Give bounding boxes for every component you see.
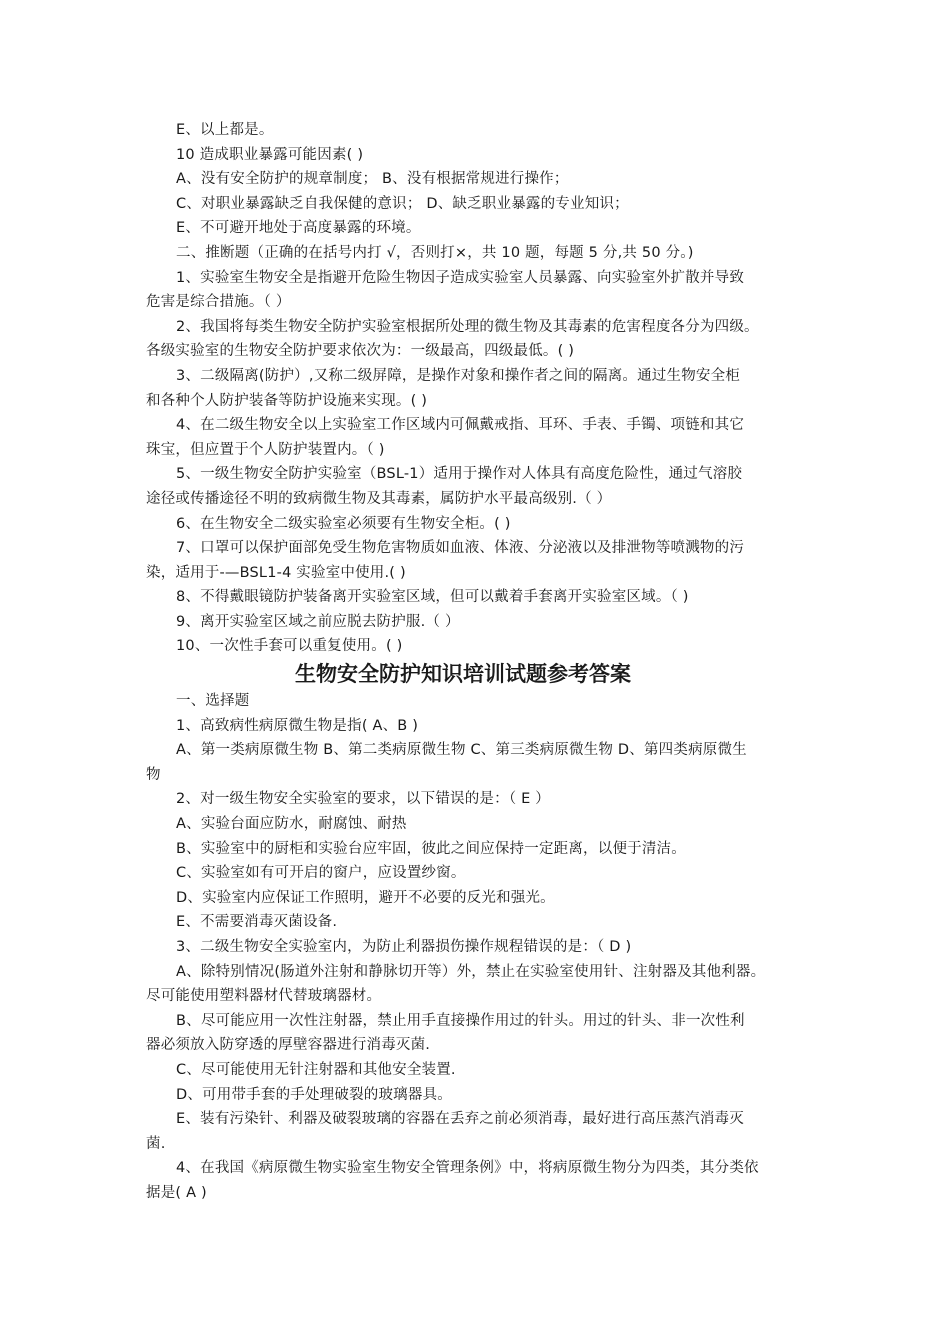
judgement-item-continuation: 珠宝，但应置于个人防护装置内。（ ) bbox=[146, 441, 385, 458]
answer-line: B、尽可能应用一次性注射器，禁止用手直接操作用过的针头。用过的针头、非一次性利 bbox=[176, 1012, 745, 1029]
question-10-options-ab: A、没有安全防护的规章制度； B、没有根据常规进行操作； bbox=[176, 171, 569, 188]
answer-line: A、实验台面应防水，耐腐蚀、耐热 bbox=[176, 816, 407, 833]
answer-line: D、可用带手套的手处理破裂的玻璃器具。 bbox=[176, 1086, 452, 1103]
judgement-item-continuation: 危害是综合措施。（ ） bbox=[146, 294, 291, 311]
answer-key-title: 生物安全防护知识培训试题参考答案 bbox=[295, 662, 631, 687]
judgement-item bbox=[146, 512, 810, 537]
answer-line: 3、二级生物安全实验室内，为防止利器损伤操作规程错误的是：（ D ) bbox=[176, 939, 632, 955]
answer-section-heading: 一、选择题 bbox=[176, 693, 250, 710]
judgement-item bbox=[146, 585, 810, 610]
judgement-item-line: 9、离开实验室区域之前应脱去防护服.（ ） bbox=[176, 613, 460, 630]
answer-line: A、第一类病原微生物 B、第二类病原微生物 C、第三类病原微生物 D、第四类病原微生 bbox=[176, 742, 747, 759]
answer-line-continuation: 器必须放入防穿透的厚壁容器进行消毒灭菌. bbox=[146, 1037, 431, 1054]
judgement-item bbox=[146, 536, 810, 585]
answer-line: E、装有污染针、利器及破裂玻璃的容器在丢弃之前必须消毒，最好进行高压蒸汽消毒灭 bbox=[176, 1111, 744, 1128]
judgement-item-continuation: 染，适用于-—BSL1-4 实验室中使用.( ) bbox=[146, 564, 406, 581]
judgement-item bbox=[146, 610, 810, 635]
answer-line: 2、对一级生物安全实验室的要求，以下错误的是：（ E ） bbox=[176, 791, 550, 808]
question-10-options-cd: C、对职业暴露缺乏自我保健的意识； D、缺乏职业暴露的专业知识； bbox=[176, 195, 629, 212]
judgement-item-line: 5、一级生物安全防护实验室（BSL-1）适用于操作对人体具有高度危险性，通过气溶胶 bbox=[176, 466, 743, 483]
answer-line: B、实验室中的厨柜和实验台应牢固，彼此之间应保持一定距离，以便于清洁。 bbox=[176, 840, 686, 857]
judgement-item-continuation: 各级实验室的生物安全防护要求依次为：一级最高，四级最低。( ) bbox=[146, 343, 575, 360]
judgement-item-line: 3、二级隔离(防护）,又称二级屏障，是操作对象和操作者之间的隔离。通过生物安全柜 bbox=[176, 367, 740, 384]
answer-line: A、除特别情况(肠道外注射和静脉切开等）外，禁止在实验室使用针、注射器及其他利器。 bbox=[176, 963, 766, 980]
judgement-item bbox=[146, 462, 810, 511]
option-e-all-above: E、以上都是。 bbox=[176, 122, 274, 138]
judgement-item-line: 8、不得戴眼镜防护装备离开实验室区域，但可以戴着手套离开实验室区域。（ ) bbox=[176, 589, 689, 606]
judgement-item bbox=[146, 364, 810, 413]
judgement-item bbox=[146, 413, 810, 462]
section-judgement-heading: 二、推断题（正确的在括号内打 √，否则打×，共 10 题，每题 5 分,共 50 分。) bbox=[176, 244, 694, 261]
judgement-item-line: 2、我国将每类生物安全防护实验室根据所处理的微生物及其毒素的危害程度各分为四级。 bbox=[176, 318, 759, 335]
judgement-item-continuation: 途径或传播途径不明的致病微生物及其毒素，属防护水平最高级别.（ ） bbox=[146, 490, 612, 507]
question-10-title: 10 造成职业暴露可能因素( ) bbox=[176, 146, 364, 163]
judgement-item-line: 7、口罩可以保护面部免受生物危害物质如血液、体液、分泌液以及排泄物等喷溅物的污 bbox=[176, 540, 745, 557]
judgement-item-line: 1、实验室生物安全是指避开危险生物因子造成实验室人员暴露、向实验室外扩散并导致 bbox=[176, 269, 745, 286]
judgement-item-continuation: 和各种个人防护装备等防护设施来实现。( ) bbox=[146, 392, 428, 409]
judgement-questions bbox=[146, 266, 810, 660]
choice-question-10-block bbox=[146, 118, 810, 266]
judgement-item-line: 10、一次性手套可以重复使用。( ) bbox=[176, 638, 403, 655]
answer-key bbox=[146, 689, 810, 1205]
answer-line-continuation: 尽可能使用塑料器材代替玻璃器材。 bbox=[146, 988, 382, 1005]
answer-line-continuation: 物 bbox=[146, 766, 161, 783]
answer-line: E、不需要消毒灭菌设备. bbox=[176, 914, 338, 931]
judgement-item bbox=[146, 634, 810, 659]
answer-line-continuation: 据是( A ) bbox=[146, 1184, 207, 1201]
answer-line: C、尽可能使用无针注射器和其他安全装置. bbox=[176, 1061, 456, 1078]
answer-line: C、实验室如有可开启的窗户，应设置纱窗。 bbox=[176, 865, 466, 882]
answer-line-continuation: 菌. bbox=[146, 1135, 166, 1152]
answer-line: D、实验室内应保证工作照明，避开不必要的反光和强光。 bbox=[176, 889, 555, 906]
question-10-option-e: E、不可避开地处于高度暴露的环境。 bbox=[176, 220, 421, 237]
answer-line: 4、在我国《病原微生物实验室生物安全管理条例》中，将病原微生物分为四类，其分类依 bbox=[176, 1160, 759, 1177]
judgement-item bbox=[146, 315, 810, 364]
judgement-item bbox=[146, 266, 810, 315]
judgement-item-line: 6、在生物安全二级实验室必须要有生物安全柜。( ) bbox=[176, 515, 511, 532]
answer-line: 1、高致病性病原微生物是指( A、B ) bbox=[176, 717, 419, 734]
judgement-item-line: 4、在二级生物安全以上实验室工作区域内可佩戴戒指、耳环、手表、手镯、项链和其它 bbox=[176, 417, 745, 434]
document-content bbox=[146, 118, 810, 1206]
